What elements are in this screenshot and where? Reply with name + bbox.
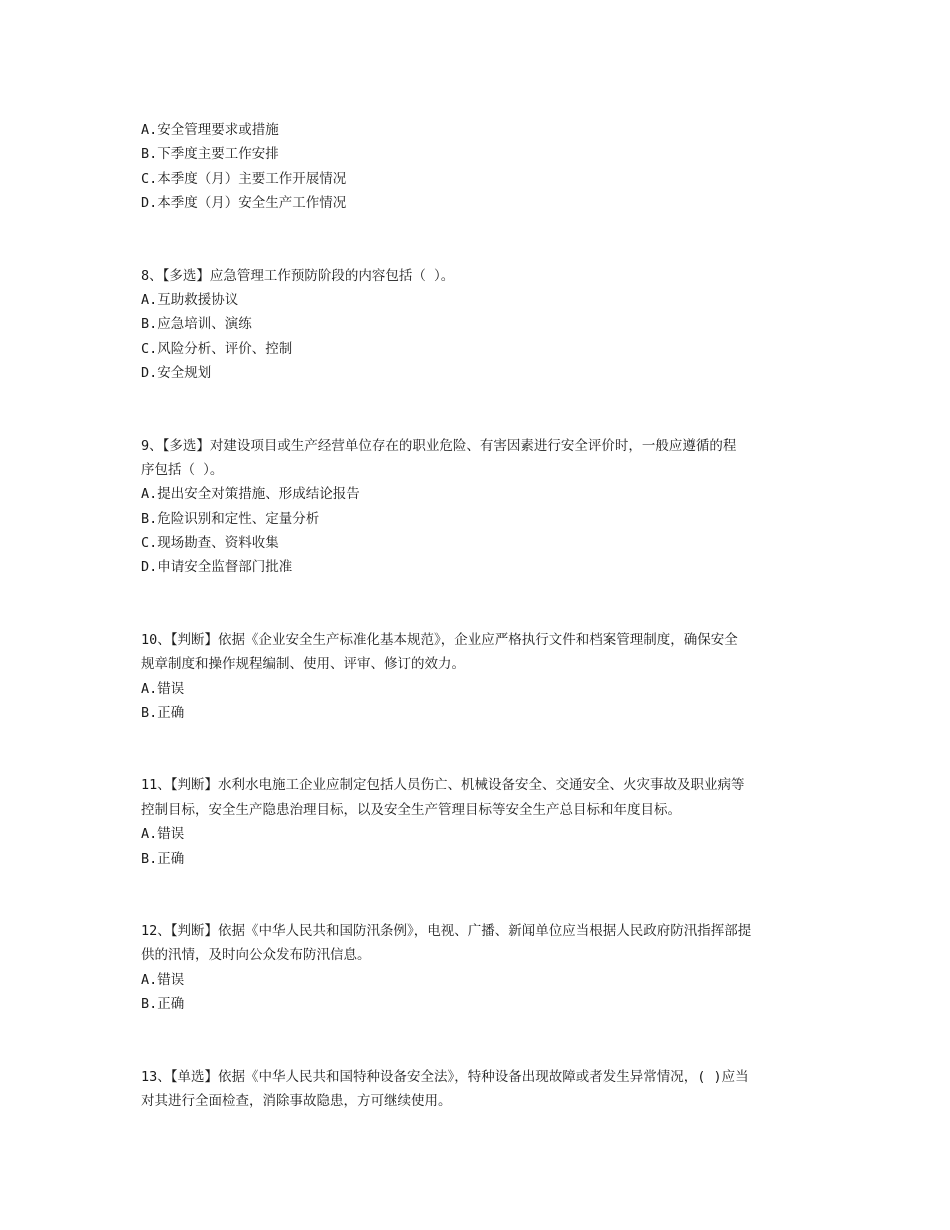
option-b: B.下季度主要工作安排 <box>141 146 279 163</box>
option-a: A.错误 <box>141 680 185 697</box>
question-stem-line-1: 11、【判断】水利水电施工企业应制定包括人员伤亡、机械设备安全、交通安全、火灾事故及职业病等 <box>141 777 745 794</box>
option-a: A.安全管理要求或措施 <box>141 122 279 138</box>
option-a: A.互助救援协议 <box>141 291 239 308</box>
option-d: D.本季度（月）安全生产工作情况 <box>141 195 347 212</box>
question-10 <box>141 628 813 726</box>
question-stem-line-2: 控制目标，安全生产隐患治理目标，以及安全生产管理目标等安全生产总目标和年度目标。 <box>141 801 681 818</box>
question-9 <box>141 434 813 580</box>
question-stem-line-2: 规章制度和操作规程编制、使用、评审、修订的效力。 <box>141 656 465 673</box>
question-stem-line-2: 供的汛情，及时向公众发布防汛信息。 <box>141 947 371 964</box>
option-d: D.安全规划 <box>141 365 212 382</box>
question-7-options <box>141 118 813 216</box>
option-c: C.本季度（月）主要工作开展情况 <box>141 170 347 187</box>
option-b: B.正确 <box>141 705 185 722</box>
question-8 <box>141 264 813 386</box>
option-b: B.正确 <box>141 996 185 1013</box>
option-c: C.风险分析、评价、控制 <box>141 340 293 357</box>
option-d: D.申请安全监督部门批准 <box>141 559 293 576</box>
option-a: A.提出安全对策措施、形成结论报告 <box>141 486 360 503</box>
option-b: B.危险识别和定性、定量分析 <box>141 510 320 527</box>
question-13 <box>141 1065 813 1114</box>
question-stem-line-2: 序包括（ ）。 <box>141 461 224 478</box>
question-stem-line-1: 13、【单选】依据《中华人民共和国特种设备安全法》，特种设备出现故障或者发生异常情况，( )应当 <box>141 1068 749 1085</box>
question-11 <box>141 773 813 871</box>
question-stem: 8、【多选】应急管理工作预防阶段的内容包括（ ）。 <box>141 267 455 284</box>
question-stem-line-1: 10、【判断】依据《企业安全生产标准化基本规范》，企业应严格执行文件和档案管理制度，确保安全 <box>141 631 738 648</box>
document-page <box>141 118 813 1113</box>
option-b: B.应急培训、演练 <box>141 316 252 333</box>
option-c: C.现场勘查、资料收集 <box>141 535 279 552</box>
option-a: A.错误 <box>141 826 185 843</box>
option-a: A.错误 <box>141 971 185 988</box>
question-stem-line-2: 对其进行全面检查，消除事故隐患，方可继续使用。 <box>141 1092 452 1109</box>
option-b: B.正确 <box>141 850 185 867</box>
question-12 <box>141 919 813 1017</box>
question-stem-line-1: 12、【判断】依据《中华人民共和国防汛条例》，电视、广播、新闻单位应当根据人民政府防汛指挥部提 <box>141 922 752 939</box>
question-stem-line-1: 9、【多选】对建设项目或生产经营单位存在的职业危险、有害因素进行安全评价时，一般应遵循的程 <box>141 437 737 454</box>
